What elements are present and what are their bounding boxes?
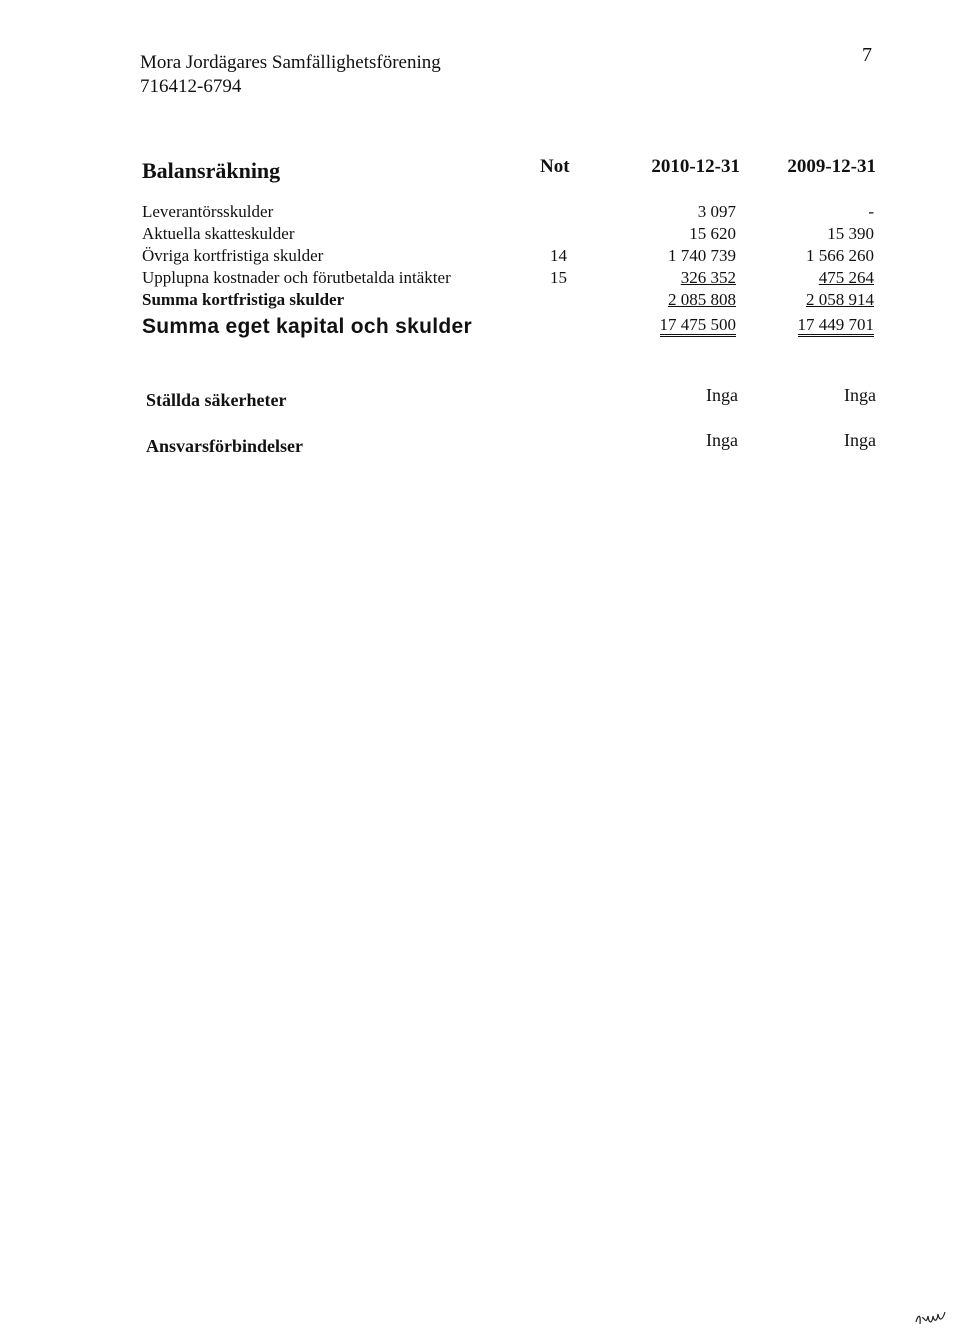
row-current [600, 268, 736, 288]
organization-name: Mora Jordägares Samfällighetsförening [140, 52, 441, 73]
balance-sheet-title: Balansräkning [142, 158, 281, 183]
row-previous-value: 17 449 701 [798, 315, 875, 337]
handwritten-signature [912, 1300, 952, 1330]
row-current [600, 290, 736, 310]
contingent-liabilities-previous: Inga [844, 430, 876, 450]
row-previous [740, 290, 874, 310]
row-label: Summa kortfristiga skulder [142, 290, 345, 309]
row-previous [740, 268, 874, 288]
row-label: Upplupna kostnader och förutbetalda intäkter [142, 268, 451, 287]
row-label: Övriga kortfristiga skulder [142, 246, 324, 265]
row-current-value: 326 352 [680, 268, 736, 287]
row-current-value: 17 475 500 [660, 315, 737, 337]
pledged-assets-current: Inga [706, 385, 738, 405]
row-label: Leverantörsskulder [142, 202, 274, 221]
table-row [0, 202, 960, 224]
row-previous: 1 566 260 [806, 246, 874, 265]
column-header-previous: 2009-12-31 [787, 156, 876, 177]
pledged-assets-label: Ställda säkerheter [146, 390, 287, 410]
row-previous [740, 315, 874, 335]
pledged-assets-previous: Inga [844, 385, 876, 405]
row-current: 1 740 739 [668, 246, 736, 265]
table-row [0, 224, 960, 246]
row-label: Aktuella skatteskulder [142, 224, 295, 243]
organization-number: 716412-6794 [140, 76, 242, 97]
column-header-current: 2010-12-31 [651, 156, 740, 177]
row-current [600, 315, 736, 335]
row-previous: 15 390 [827, 224, 874, 243]
contingent-liabilities-label: Ansvarsförbindelser [146, 436, 303, 456]
row-label: Summa eget kapital och skulder [142, 315, 472, 338]
row-current: 3 097 [697, 202, 736, 221]
table-row [0, 246, 960, 268]
page-number: 7 [862, 44, 872, 66]
row-previous-value: 2 058 914 [806, 290, 874, 309]
row-previous-value: 475 264 [818, 268, 874, 287]
table-row [0, 268, 960, 290]
contingent-liabilities-current: Inga [706, 430, 738, 450]
row-note: 14 [550, 246, 567, 265]
row-note: 15 [550, 268, 567, 287]
table-row-total [0, 315, 960, 337]
row-current-value: 2 085 808 [668, 290, 736, 309]
row-previous: - [868, 202, 874, 221]
column-header-note: Not [540, 156, 570, 177]
table-row-subtotal [0, 290, 960, 312]
row-current: 15 620 [689, 224, 736, 243]
